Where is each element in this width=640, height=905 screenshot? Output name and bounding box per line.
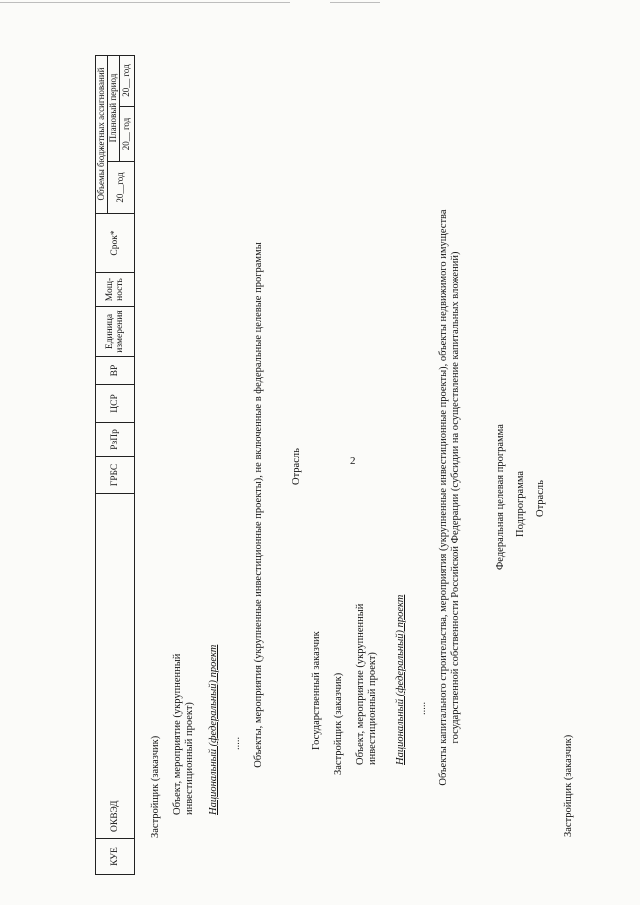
page-number: 2 <box>350 455 356 467</box>
scan-edge-line <box>330 2 380 3</box>
budget-volumes-title: Объемы бюджетных ассигнований <box>96 55 108 213</box>
row-state-customer: Государственный заказчик <box>311 631 322 750</box>
row-developer: Застройщик (заказчик) <box>150 735 161 838</box>
header-csr: ЦСР <box>95 384 135 422</box>
header-vr: ВР <box>95 356 135 384</box>
header-kue: КУЕ <box>95 838 135 875</box>
header-plan-year-2: 20__ год <box>121 64 132 97</box>
header-rzpr: РзПр <box>95 422 135 456</box>
row-industry: Отрасль <box>291 448 302 485</box>
row-industry: Отрасль <box>535 480 546 517</box>
header-okved: ОКВЭД <box>95 493 135 838</box>
row-object-project: Объект, мероприятие (укрупненный инвестиционный проект) <box>172 653 196 815</box>
row-developer: Застройщик (заказчик) <box>563 734 574 837</box>
header-current-year: 20__год <box>108 161 134 213</box>
header-term: Срок* <box>95 213 135 272</box>
row-ellipsis: ..... <box>231 736 242 750</box>
row-developer: Застройщик (заказчик) <box>333 672 344 775</box>
header-capacity: Мощ-ность <box>95 272 135 306</box>
table-header <box>95 55 135 875</box>
rotated-document-sheet <box>95 55 635 875</box>
row-non-fcp-objects: Объекты, мероприятия (укрупненные инвестиционные проекты), не включенные в федеральные целевые программы <box>253 242 264 768</box>
row-national-project: Национальный (федеральный) проект <box>208 644 219 815</box>
header-budget-volumes <box>95 55 135 213</box>
header-planning-period: Плановый период <box>108 55 120 161</box>
row-ellipsis: ..... <box>417 701 428 715</box>
row-national-project: Национальный (федеральный) проект <box>395 594 406 765</box>
header-plan-year-1: 20__ год <box>120 106 134 161</box>
header-unit: Единица измерения <box>95 306 135 356</box>
scan-edge-line <box>0 2 290 3</box>
row-object-project: Объект, мероприятие (укрупненный инвестиционный проект) <box>355 603 379 765</box>
header-grbs: ГРБС <box>95 456 135 493</box>
row-federal-target-program: Федеральная целевая программа <box>495 424 506 570</box>
row-subprogram: Подпрограмма <box>515 470 526 537</box>
row-capital-construction-objects: Объекты капитального строительства, мероприятия (укрупненные инвестиционные проекты), объекты недвижимого имущества государственной собственности Российской Федерации (субсидии на осуществление капитальных вложений) <box>438 209 462 786</box>
